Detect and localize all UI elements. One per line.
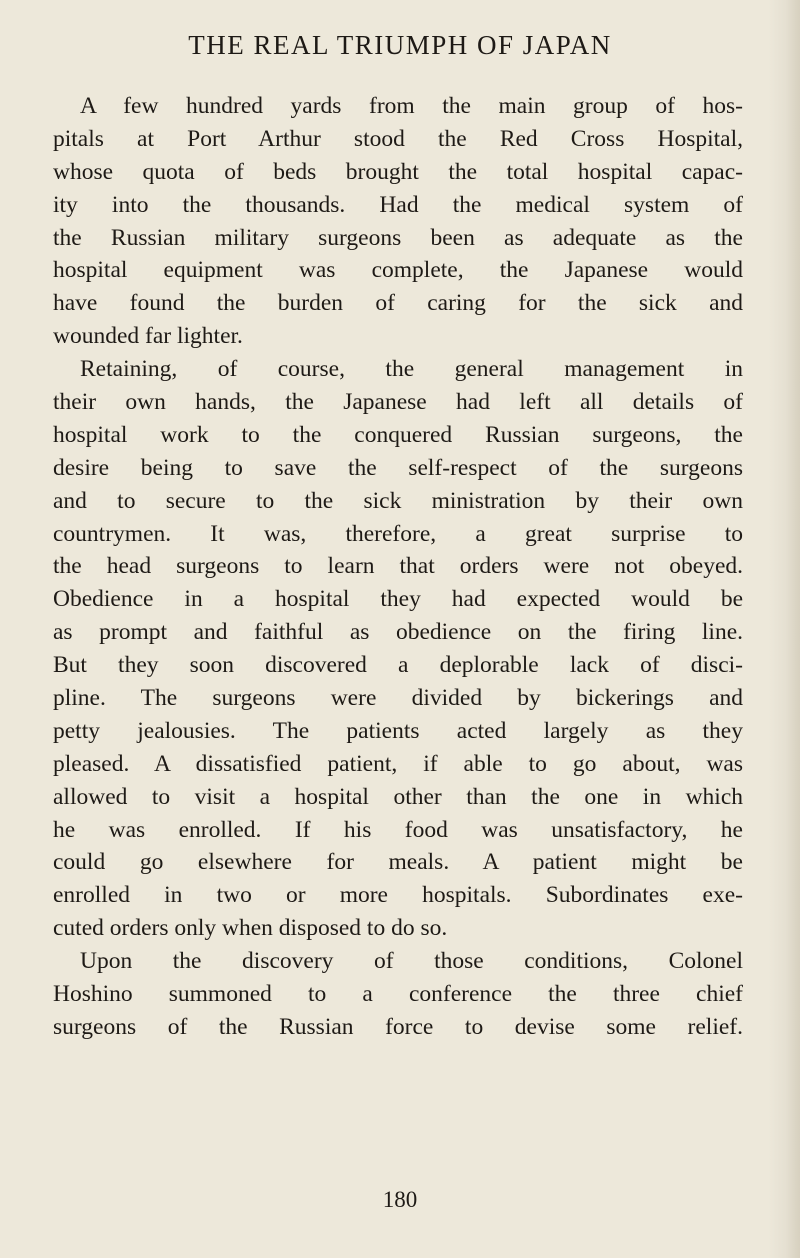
text-line: hospital work to the conquered Russian surgeons, the <box>53 421 743 448</box>
text-line: hospital equipment was complete, the Japanese would <box>53 257 743 284</box>
text-line: pleased. A dissatisfied patient, if able to go about, was <box>53 750 743 777</box>
text-line: he was enrolled. If his food was unsatisfactory, he <box>53 816 743 843</box>
text-line: pline. The surgeons were divided by bickerings and <box>53 685 743 712</box>
text-line: cuted orders only when disposed to do so. <box>53 915 448 942</box>
text-line: petty jealousies. The patients acted largely as they <box>53 717 743 744</box>
text-line: could go elsewhere for meals. A patient might be <box>53 849 743 876</box>
text-line: their own hands, the Japanese had left all details of <box>53 389 743 416</box>
text-line: Hoshino summoned to a conference the three chief <box>53 981 743 1008</box>
text-line: countrymen. It was, therefore, a great surprise to <box>53 520 743 547</box>
text-line: Obedience in a hospital they had expected would be <box>53 586 743 613</box>
text-line: enrolled in two or more hospitals. Subordinates exe- <box>53 882 743 909</box>
text-line: and to secure to the sick ministration by their own <box>53 487 743 514</box>
page-number: 180 <box>382 1187 418 1212</box>
text-line: Upon the discovery of those conditions, Colonel <box>80 948 743 975</box>
text-line: wounded far lighter. <box>53 323 243 350</box>
text-line: the head surgeons to learn that orders were not obeyed. <box>53 553 743 580</box>
text-line: pitals at Port Arthur stood the Red Cross Hospital, <box>53 125 743 152</box>
text-line: But they soon discovered a deplorable lack of disci- <box>53 652 743 679</box>
text-line: the Russian military surgeons been as adequate as the <box>53 224 743 251</box>
text-line: as prompt and faithful as obedience on the firing line. <box>53 619 743 646</box>
text-line: surgeons of the Russian force to devise some relief. <box>53 1013 743 1040</box>
text-line: A few hundred yards from the main group of hos- <box>80 93 743 119</box>
text-line: allowed to visit a hospital other than the one in which <box>53 783 743 810</box>
text-line: ity into the thousands. Had the medical system of <box>53 191 743 218</box>
running-head: THE REAL TRIUMPH OF JAPAN <box>188 30 612 60</box>
body-text <box>53 90 743 1044</box>
text-line: desire being to save the self-respect of the surgeons <box>53 454 743 481</box>
text-line: have found the burden of caring for the sick and <box>53 290 743 317</box>
page-edge-shadow <box>786 0 800 1258</box>
text-line: Retaining, of course, the general management in <box>80 356 743 383</box>
text-line: whose quota of beds brought the total hospital capac- <box>53 158 743 185</box>
